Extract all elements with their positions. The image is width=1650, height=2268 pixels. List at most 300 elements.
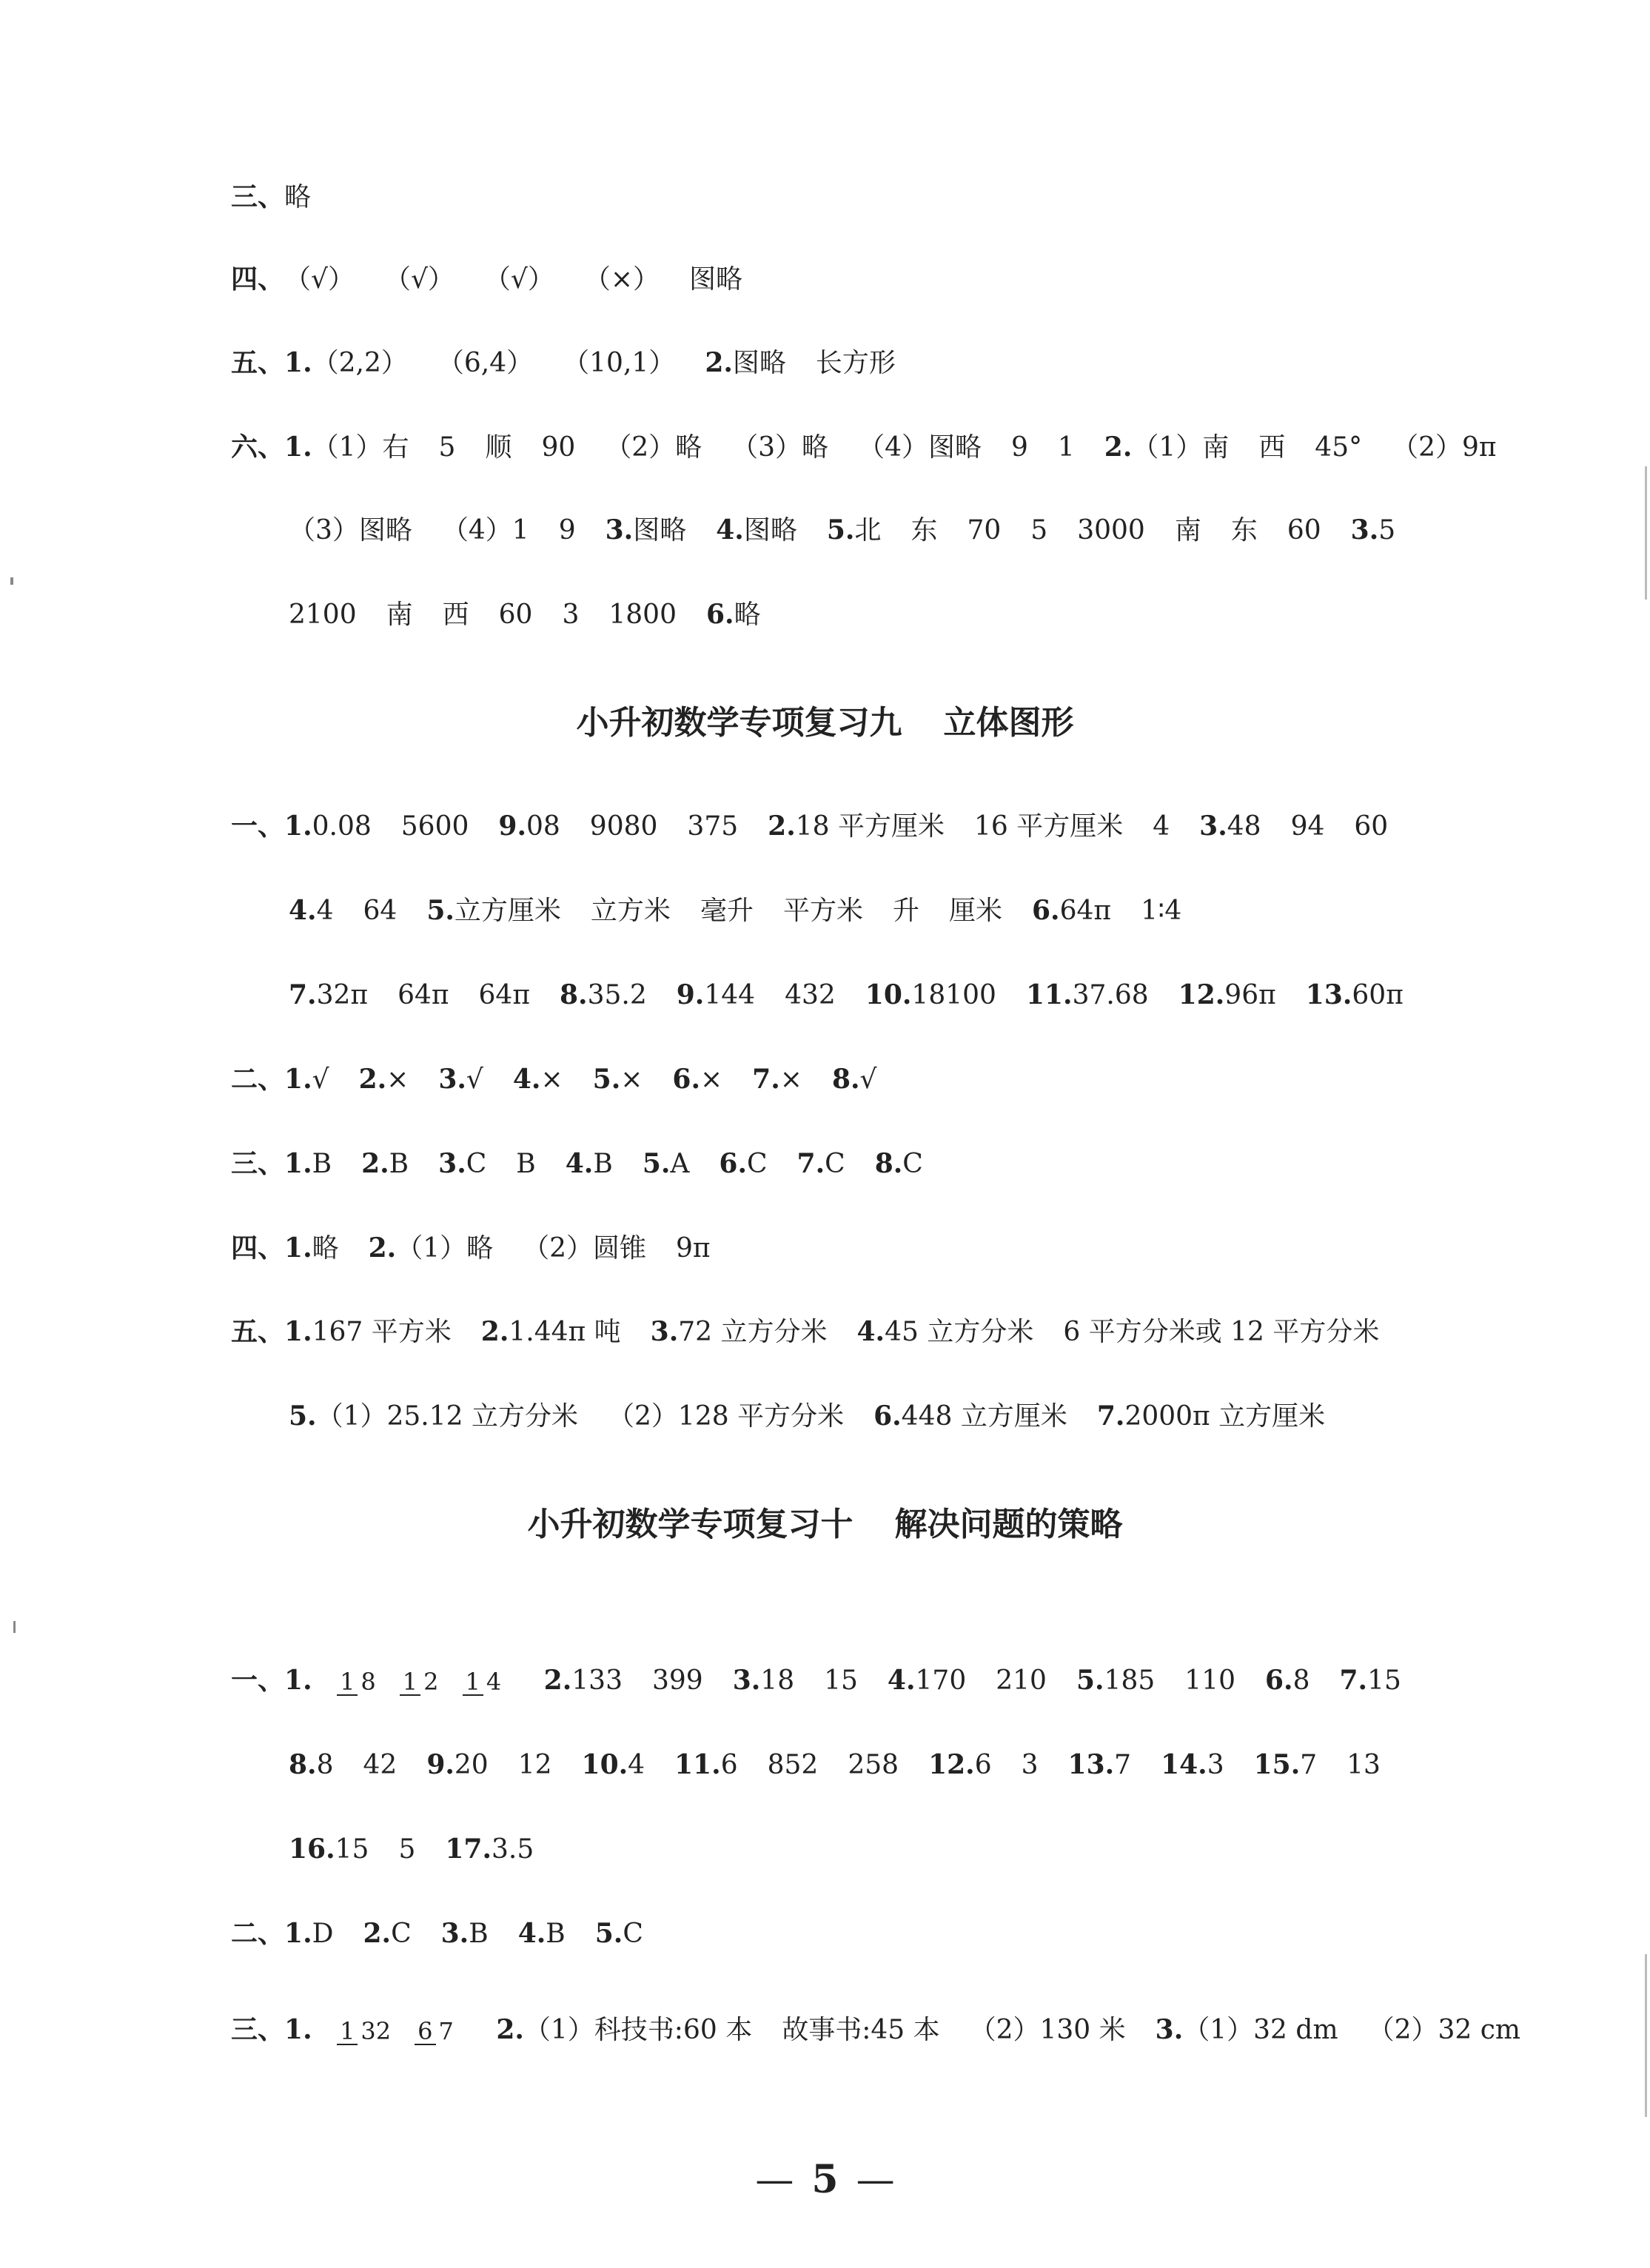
answer-segment (797, 1147, 845, 1181)
fraction-denominator: 32 (360, 2017, 392, 2045)
fraction-numerator: 1 (463, 1669, 483, 1696)
fraction-denominator: 8 (360, 1668, 376, 1696)
answer-segment: 6 平方分米或 12 平方分米 (1063, 1317, 1380, 1347)
question-number: 五、 (231, 1316, 285, 1347)
answer-text: 北 (854, 515, 882, 546)
item-number: 11. (1025, 979, 1073, 1010)
item-number: 3. (605, 514, 634, 546)
answer-segment (441, 1917, 489, 1950)
answer-text: 32π (316, 980, 369, 1010)
answer-text: √ (312, 1064, 329, 1095)
item-number: 3. (1350, 514, 1379, 546)
answer-segment: 13 (1347, 1750, 1381, 1780)
answer-segment: 西 (442, 600, 469, 630)
answer-segment (1076, 1645, 1155, 1717)
answer-segment: （2）略 (605, 432, 702, 463)
question-number: 一、 (231, 811, 285, 842)
answer-segment (513, 1063, 563, 1096)
item-number: 8. (289, 1749, 317, 1780)
answer-segment: 毫升 (700, 896, 754, 926)
answer-text: × (386, 1064, 409, 1095)
answer-segment (643, 1147, 690, 1181)
item-number: 10. (865, 979, 912, 1010)
answer-segment: 110 (1184, 1665, 1235, 1696)
item-number: 1. (284, 2014, 312, 2045)
answer-text: 图略 (633, 515, 687, 546)
item-number: 6. (1032, 895, 1060, 926)
answer-text: A (670, 1149, 690, 1179)
answer-segment (1178, 979, 1276, 1012)
answer-segment: 258 (848, 1750, 899, 1780)
answer-segment: 64π (478, 980, 530, 1010)
answer-text: C (747, 1149, 768, 1179)
answer-text: × (779, 1064, 802, 1095)
question-number: 三、 (231, 1148, 285, 1179)
item-number: 3. (1155, 2014, 1184, 2045)
item-number: 3. (438, 1064, 466, 1095)
answer-segment (496, 1994, 752, 2066)
item-number: 4. (856, 1316, 885, 1347)
answer-segment (359, 1063, 409, 1096)
answer-segment (438, 1147, 486, 1181)
item-number: 9. (498, 811, 526, 842)
answer-text: D (312, 1919, 334, 1949)
answer-segment: 东 (910, 515, 938, 546)
answer-segment (284, 346, 408, 380)
answer-line-fractions-2 (231, 1994, 1520, 2065)
answer-segment (677, 979, 755, 1012)
answer-text: （2,2） (312, 348, 408, 378)
scan-edge-mark (10, 577, 13, 585)
item-number: 5. (826, 514, 855, 546)
answer-text: 8 (316, 1750, 334, 1780)
scan-edge-mark (1645, 1954, 1647, 2117)
answer-segment: 432 (785, 980, 836, 1010)
answer-segment (289, 1833, 369, 1866)
answer-text: 167 平方米 (312, 1317, 452, 1347)
answer-text: C (466, 1149, 487, 1179)
question-number: 六、 (231, 432, 285, 463)
answer-segment (284, 1063, 329, 1096)
item-number: 1. (284, 1918, 312, 1949)
item-number: 3. (732, 1665, 761, 1696)
answer-segment (498, 810, 560, 843)
answer-text: 133 (571, 1665, 623, 1696)
answer-segment: 9 (558, 515, 576, 546)
answer-text: C (902, 1149, 923, 1179)
answer-segment (544, 1645, 623, 1717)
item-number: 3. (650, 1316, 679, 1347)
item-number: 14. (1161, 1749, 1207, 1780)
answer-segment (1306, 979, 1403, 1012)
answer-segment: （2）9π (1392, 432, 1497, 463)
fraction-denominator: 7 (438, 2017, 454, 2045)
answer-segments (544, 1645, 1401, 1717)
answer-text: （1）略 (396, 1233, 494, 1264)
answer-segment: （√） (383, 264, 455, 295)
answer-segment (706, 598, 761, 631)
answer-text: × (620, 1064, 643, 1095)
answer-segments (496, 1994, 1520, 2066)
item-number: 7. (752, 1064, 780, 1095)
answer-segment (1254, 1748, 1318, 1782)
answer-line (231, 181, 311, 213)
question-number: 一、 (231, 1665, 285, 1696)
item-number: 1. (284, 1665, 312, 1696)
answer-segment (289, 894, 334, 927)
scan-edge-mark (1645, 466, 1647, 600)
answer-line (231, 1147, 923, 1180)
answer-segment: 64 (363, 896, 398, 926)
answer-segment: （3）略 (731, 432, 829, 463)
answer-segment (752, 1063, 802, 1096)
answer-segment (873, 1400, 1067, 1433)
answer-text: 72 立方分米 (678, 1317, 828, 1347)
answer-segment: （4）1 (441, 515, 529, 546)
answer-segment: 64π (398, 980, 449, 1010)
answer-segment: （4）图略 (858, 432, 982, 463)
answer-segment: （2）130 米 (969, 2015, 1126, 2045)
answer-text: 3 (1207, 1750, 1224, 1780)
item-number: 4. (887, 1665, 916, 1696)
answer-text: （1）科技书:60 本 (523, 2015, 753, 2045)
answer-line (231, 346, 896, 379)
scan-edge-mark (13, 1621, 16, 1633)
answer-segment: 1800 (608, 600, 677, 630)
answer-text: B (593, 1149, 613, 1179)
answer-segment (566, 1147, 613, 1181)
footer-dash-right: — (856, 2158, 895, 2202)
answer-segment (445, 1833, 534, 1866)
item-number: 5. (594, 1918, 623, 1949)
item-number: 3. (440, 1918, 469, 1949)
answer-segment: 90 (541, 432, 576, 463)
answer-segment (593, 1063, 643, 1096)
item-number: 3. (438, 1148, 466, 1179)
answer-segment: （×） (583, 264, 660, 295)
answer-segment: 9π (676, 1233, 711, 1264)
answer-text: 略 (312, 1233, 339, 1264)
answer-line (231, 1315, 1379, 1348)
fraction-denominator: 2 (423, 1668, 439, 1696)
item-number: 5. (289, 1400, 317, 1432)
item-number: 2. (363, 1918, 392, 1949)
answer-segment (369, 1232, 494, 1265)
answer-segment (426, 894, 561, 927)
item-number: 17. (445, 1833, 492, 1865)
answer-text: 144 (704, 980, 756, 1010)
answer-segment (284, 810, 372, 843)
section-subtitle: 立体图形 (943, 704, 1074, 742)
answer-text: 5 (1378, 515, 1396, 546)
answer-line (231, 431, 1497, 463)
answer-segment: （10,1） (563, 348, 676, 378)
answer-text: 0.08 (312, 811, 372, 842)
answer-text: 18 平方厘米 (795, 811, 945, 842)
answer-text: 8 (1292, 1665, 1310, 1696)
answer-segment: （2）圆锥 (523, 1233, 647, 1264)
answer-segment (651, 1315, 828, 1349)
section-subtitle: 解决问题的策略 (894, 1506, 1123, 1543)
item-number: 7. (1339, 1665, 1368, 1696)
answer-segment: 70 (967, 515, 1002, 546)
answer-segment (284, 1315, 452, 1349)
section-heading (0, 703, 1650, 743)
item-number: 1. (284, 811, 312, 842)
answer-segment (284, 1147, 332, 1181)
answer-segment: 立方米 (590, 896, 671, 926)
page-number: 5 (811, 2157, 839, 2202)
answer-segment (1199, 810, 1261, 843)
answer-text: 1.44π 吨 (509, 1317, 621, 1347)
answer-segment: 1∶4 (1141, 896, 1182, 926)
answer-segment: 210 (996, 1665, 1047, 1696)
answer-segment (672, 1063, 722, 1096)
answer-segment (733, 1645, 794, 1717)
answer-line (289, 979, 1403, 1011)
section-title: 小升初数学专项复习九 (576, 704, 902, 742)
answer-segment (361, 1147, 409, 1181)
answer-segment (1161, 1748, 1224, 1782)
answer-segment: 15 (824, 1665, 858, 1696)
item-number: 1. (284, 432, 312, 463)
answer-segment: 42 (363, 1750, 398, 1780)
answer-segment (363, 1917, 411, 1950)
answer-segment: 5 (1030, 515, 1048, 546)
answer-segment (481, 1315, 621, 1349)
item-number: 2. (358, 1064, 387, 1095)
item-number: 5. (642, 1148, 671, 1179)
item-number: 8. (560, 979, 588, 1010)
question-number: 四、 (231, 1232, 285, 1264)
answer-segment: 长方形 (815, 348, 896, 378)
answer-segment: 60 (1287, 515, 1321, 546)
answer-text: 45 立方分米 (885, 1317, 1034, 1347)
answer-segment (289, 1748, 334, 1782)
answer-text: 18 (760, 1665, 795, 1696)
answer-segment: 东 (1230, 515, 1258, 546)
item-number: 6. (706, 599, 734, 630)
answer-line (231, 1232, 711, 1264)
answer-text: × (540, 1064, 563, 1095)
item-number: 6. (873, 1400, 902, 1432)
answer-segment (582, 1748, 645, 1782)
answer-text: 15 (1367, 1665, 1401, 1696)
item-number: 6. (672, 1064, 700, 1095)
answer-segment (716, 514, 797, 547)
answer-segment (284, 1917, 333, 1950)
answer-segment (595, 1917, 643, 1950)
fraction (415, 2019, 457, 2045)
answer-segment: 故事书:45 本 (782, 2015, 940, 2045)
answer-segment: B (516, 1149, 536, 1179)
answer-segment (857, 1315, 1034, 1349)
item-number: 4. (565, 1148, 594, 1179)
answer-text: 18100 (911, 980, 996, 1010)
item-number: 6. (719, 1148, 747, 1179)
answer-text: 64π (1059, 896, 1112, 926)
answer-line (289, 894, 1181, 927)
answer-segment (438, 1063, 483, 1096)
item-number: 16. (289, 1833, 335, 1865)
answer-segment (928, 1748, 992, 1782)
answer-segment: （√） (284, 264, 355, 295)
answer-segment: 图略 (689, 264, 743, 295)
item-number: 3. (1199, 811, 1227, 842)
fraction-group (329, 1995, 470, 2066)
item-number: 7. (289, 979, 317, 1010)
item-number: 10. (581, 1749, 628, 1780)
answer-segment (888, 1645, 966, 1717)
answer-segment: 60 (498, 600, 533, 630)
answer-segment (284, 431, 409, 464)
fraction-numerator: 1 (400, 1669, 420, 1696)
answer-text: B (312, 1149, 332, 1179)
answer-segment: 西 (1258, 432, 1286, 463)
answer-segment: 12 (517, 1750, 552, 1780)
answer-segment: 9 (1010, 432, 1028, 463)
section-title: 小升初数学专项复习十 (527, 1506, 853, 1543)
item-number: 4. (512, 1064, 541, 1095)
answer-text: B (469, 1919, 489, 1949)
answer-segment (1097, 1400, 1325, 1433)
answer-text: 37.68 (1072, 980, 1149, 1010)
item-number: 5. (592, 1064, 621, 1095)
answer-segment: 5 (398, 1834, 416, 1865)
answer-segment (1104, 431, 1230, 464)
question-number: 三、 (231, 2014, 285, 2045)
answer-text: （1）南 (1132, 432, 1230, 463)
item-number: 12. (928, 1749, 975, 1780)
page-footer (0, 2158, 1650, 2202)
answer-segment: 5600 (400, 811, 469, 842)
answer-segment (719, 1147, 767, 1181)
item-number: 2. (368, 1232, 397, 1264)
answer-line (289, 1833, 534, 1865)
item-number: 1. (284, 347, 312, 378)
answer-text: C (391, 1919, 412, 1949)
fraction (463, 1669, 505, 1696)
question-number: 四、 (231, 264, 285, 295)
fraction-group (329, 1645, 517, 1717)
answer-segment (674, 1748, 738, 1782)
fraction-numerator: 1 (337, 2019, 358, 2045)
answer-segment (1265, 1645, 1310, 1717)
answer-segment: 平方米 (782, 896, 863, 926)
answer-text: 7 (1114, 1750, 1132, 1780)
answer-text: 170 (915, 1665, 967, 1696)
answer-text: 立方厘米 (454, 896, 561, 926)
item-number: 5. (1076, 1665, 1104, 1696)
item-number: 2. (1104, 432, 1133, 463)
answer-segment (1026, 979, 1149, 1012)
answer-text: 60π (1352, 980, 1403, 1010)
answer-text: 96π (1224, 980, 1276, 1010)
item-number: 7. (797, 1148, 825, 1179)
fraction (337, 2019, 394, 2045)
answer-segment (865, 979, 996, 1012)
item-number: 2. (543, 1665, 572, 1696)
answer-segment (1351, 514, 1396, 547)
answer-segment (1032, 894, 1111, 927)
answer-text: 4 (628, 1750, 645, 1780)
answer-text: B (546, 1919, 566, 1949)
footer-dash-left: — (755, 2158, 794, 2202)
answer-segment: 1 (1057, 432, 1075, 463)
answer-text: 图略 (732, 348, 786, 378)
item-number: 4. (716, 514, 744, 546)
answer-segment (518, 1917, 566, 1950)
answer-segment (1156, 1994, 1338, 2066)
answer-segment: 略 (284, 182, 312, 212)
answer-text: 15 (335, 1834, 369, 1865)
answer-segment: 3 (1021, 1750, 1039, 1780)
answer-segment: 375 (687, 811, 739, 842)
item-number: 7. (1096, 1400, 1125, 1432)
answer-segment (289, 979, 368, 1012)
answer-line (231, 810, 1388, 842)
answer-segment: 852 (767, 1750, 819, 1780)
answer-segment (1068, 1748, 1132, 1782)
answer-text: （1）右 (312, 432, 409, 463)
item-number: 2. (768, 811, 796, 842)
answer-text: B (389, 1149, 409, 1179)
fraction-numerator: 6 (415, 2019, 435, 2045)
answer-text: 4 (316, 896, 334, 926)
item-number: 2. (705, 347, 733, 378)
answer-segment: 南 (1174, 515, 1201, 546)
answer-text: √ (466, 1064, 483, 1095)
item-number: 9. (676, 979, 705, 1010)
item-number: 8. (874, 1148, 903, 1179)
item-number: 2. (361, 1148, 389, 1179)
section-heading (0, 1505, 1650, 1545)
item-number: 1. (284, 1064, 312, 1095)
item-number: 1. (284, 1232, 312, 1264)
answer-segment: （6,4） (437, 348, 534, 378)
item-number: 4. (517, 1918, 546, 1949)
answer-text: C (825, 1149, 845, 1179)
item-number: 5. (426, 895, 455, 926)
fraction (337, 1669, 379, 1696)
item-number: 1. (284, 1316, 312, 1347)
item-number: 9. (426, 1749, 455, 1780)
answer-text: 08 (526, 811, 560, 842)
answer-segment: 45° (1315, 432, 1363, 463)
answer-line (289, 1748, 1381, 1781)
answer-segment: 2100 (289, 600, 357, 630)
item-number: 13. (1067, 1749, 1115, 1780)
item-number: 11. (674, 1749, 721, 1780)
fraction (400, 1669, 442, 1696)
answer-segment: 399 (651, 1665, 703, 1696)
answer-segment: 3000 (1077, 515, 1145, 546)
item-number: 15. (1253, 1749, 1301, 1780)
answer-segment (284, 1232, 339, 1265)
answer-segment (705, 346, 786, 380)
item-number: 12. (1178, 979, 1225, 1010)
answer-text: C (623, 1919, 643, 1949)
answer-segment: 9080 (589, 811, 658, 842)
answer-segment: 3 (562, 600, 580, 630)
answer-text: 略 (734, 600, 761, 630)
answer-segment: 升 (892, 896, 919, 926)
answer-text: √ (859, 1064, 877, 1095)
answer-text: （1）32 dm (1183, 2015, 1338, 2045)
answer-segment (606, 514, 687, 547)
answer-segment (289, 1400, 578, 1433)
answer-segment (1339, 1645, 1401, 1717)
